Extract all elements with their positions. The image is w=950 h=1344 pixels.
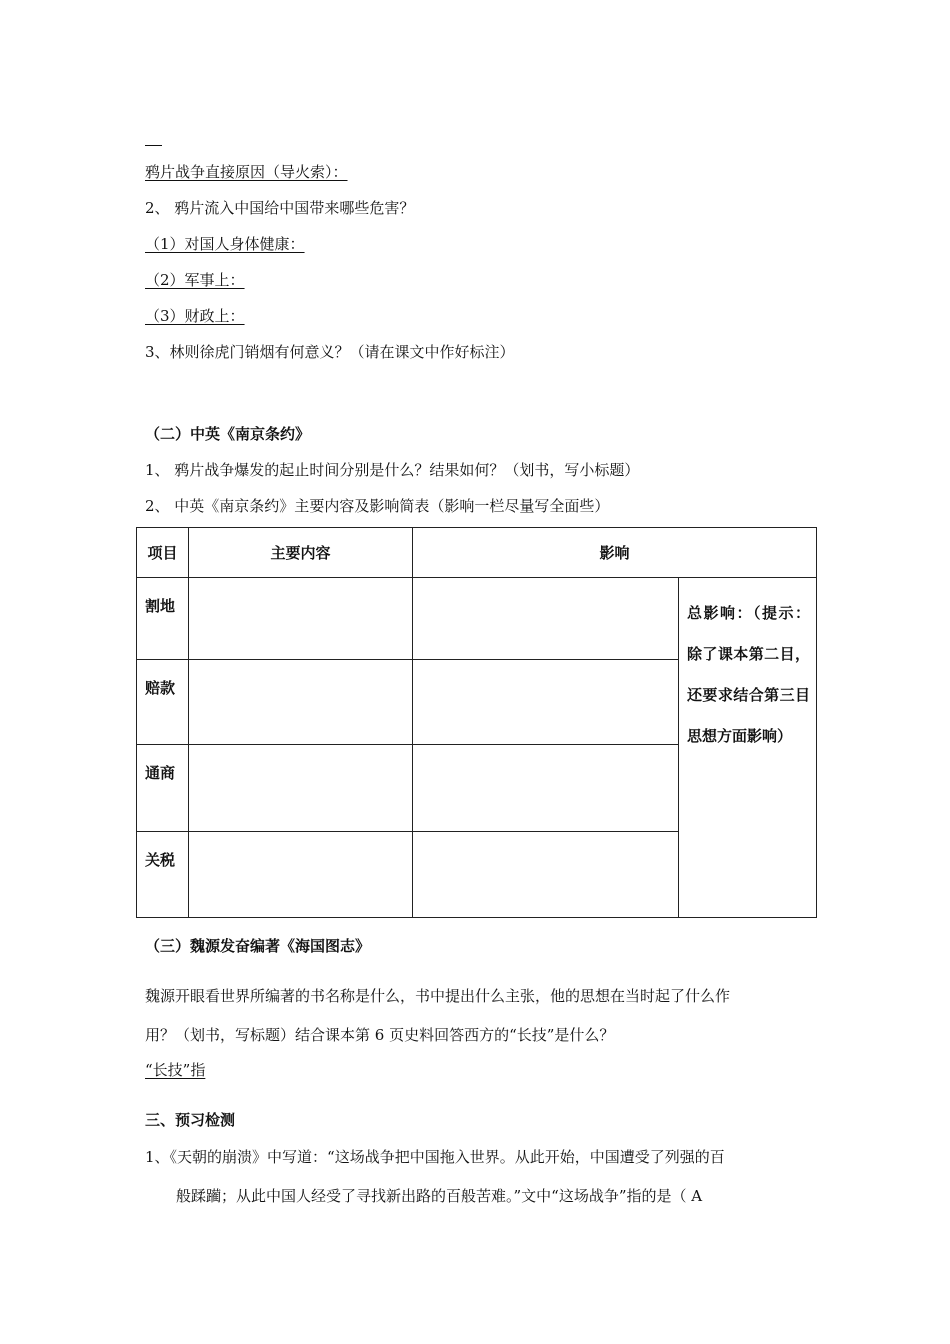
section-2-title: （二）中英《南京条约》 xyxy=(145,425,311,443)
harm-finance: （3）财政上： xyxy=(145,307,245,325)
question-3: 3、林则徐虎门销烟有何意义？（请在课文中作好标注） xyxy=(145,343,515,361)
row-label-trade: 通商 xyxy=(137,745,189,832)
top-dash xyxy=(145,145,162,146)
cell-content-indemnity[interactable] xyxy=(189,660,413,745)
changji-answer-line: “长技”指 xyxy=(145,1061,206,1079)
part-3-title: 三、预习检测 xyxy=(145,1111,236,1129)
overall-impact-note: 总影响：（提示：除了课本第二目，还要求结合第三目思想方面影响） xyxy=(679,578,817,918)
cell-impact-trade[interactable] xyxy=(413,745,679,832)
nanjing-treaty-table xyxy=(136,527,817,918)
cell-impact-indemnity[interactable] xyxy=(413,660,679,745)
direct-cause-line: 鸦片战争直接原因（导火索）： xyxy=(145,163,348,181)
section-2-question-1: 1、 鸦片战争爆发的起止时间分别是什么？结果如何？（划书，写小标题） xyxy=(145,461,640,479)
cell-impact-tariff[interactable] xyxy=(413,832,679,918)
test-question-1-line-2: 般蹂躏；从此中国人经受了寻找新出路的百般苦难。”文中“这场战争”指的是（ A xyxy=(176,1187,703,1205)
cell-content-land[interactable] xyxy=(189,578,413,660)
header-item: 项目 xyxy=(137,528,189,578)
section-3-title: （三）魏源发奋编著《海国图志》 xyxy=(145,937,371,955)
cell-content-trade[interactable] xyxy=(189,745,413,832)
section-2-question-2: 2、 中英《南京条约》主要内容及影响简表（影响一栏尽量写全面些） xyxy=(145,497,610,515)
question-2: 2、 鸦片流入中国给中国带来哪些危害？ xyxy=(145,199,415,217)
header-content: 主要内容 xyxy=(189,528,413,578)
harm-health: （1）对国人身体健康： xyxy=(145,235,305,253)
row-label-land: 割地 xyxy=(137,578,189,660)
row-label-indemnity: 赔款 xyxy=(137,660,189,745)
harm-military: （2）军事上： xyxy=(145,271,245,289)
row-label-tariff: 关税 xyxy=(137,832,189,918)
wei-yuan-question-line-1: 魏源开眼看世界所编著的书名称是什么，书中提出什么主张，他的思想在当时起了什么作 xyxy=(145,987,731,1005)
header-impact: 影响 xyxy=(413,528,817,578)
wei-yuan-question-line-2: 用？（划书，写标题）结合课本第 6 页史料回答西方的“长技”是什么？ xyxy=(145,1026,615,1044)
test-question-1-line-1: 1、《天朝的崩溃》中写道：“这场战争把中国拖入世界。从此开始，中国遭受了列强的百 xyxy=(145,1148,725,1166)
cell-impact-land[interactable] xyxy=(413,578,679,660)
cell-content-tariff[interactable] xyxy=(189,832,413,918)
